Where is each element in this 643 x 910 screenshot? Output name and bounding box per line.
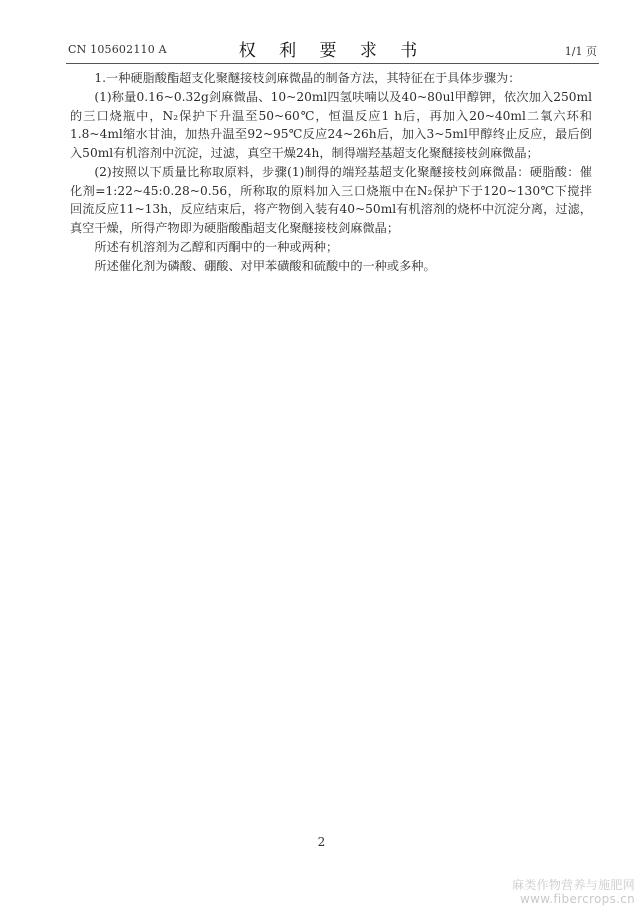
- claim-step-2: (2)按照以下质量比称取原料，步骤(1)制得的端羟基超支化聚醚接枝剑麻微晶：硬脂酸：催化剂=1:22~45:0.28~0.56，所称取的原料加入三口烧瓶中在N₂保护下于120~130℃下搅拌回流反应11~13h，反应结束后，将产物倒入装有40~50ml有机溶剂的烧杯中沉淀分离，过滤，真空干燥，所得产物即为硬脂酸酯超支化聚醚接枝剑麻微晶；: [70, 164, 592, 235]
- page-number: 2: [317, 835, 326, 849]
- document-title: 权 利 要 求 书: [238, 41, 427, 61]
- claim-catalyst-note: 所述催化剂为磷酸、硼酸、对甲苯磺酸和硫酸中的一种或多种。: [94, 258, 436, 273]
- watermark-site-name: 麻类作物营养与施肥网: [511, 878, 635, 892]
- claim-solvent-note: 所述有机溶剂为乙醇和丙酮中的一种或两种；: [94, 239, 339, 254]
- claims-body: [70, 69, 592, 276]
- header-divider: [66, 63, 599, 64]
- claim-1-intro: 1.一种硬脂酸酯超支化聚醚接枝剑麻微晶的制备方法，其特征在于具体步骤为：: [94, 71, 521, 85]
- document-number: CN 105602110 A: [68, 43, 167, 56]
- claim-step-1: (1)称量0.16~0.32g剑麻微晶、10~20ml四氢呋喃以及40~80ul甲醇钾，依次加入250ml的三口烧瓶中，N₂保护下升温至50~60℃，恒温反应1 h后，再加入20~40ml二氧六环和1.8~4ml缩水甘油，加热升温至92~95℃反应24~26h后，加入3~5ml甲醇终止反应，最后倒入50ml有机溶剂中沉淀，过滤，真空干燥24h，制得端羟基超支化聚醚接枝剑麻微晶；: [70, 90, 592, 160]
- page-header: [66, 36, 599, 62]
- site-watermark: [512, 878, 635, 906]
- watermark-url: www.fibercrops.cn: [520, 892, 635, 906]
- page-reference: 1/1 页: [564, 45, 597, 58]
